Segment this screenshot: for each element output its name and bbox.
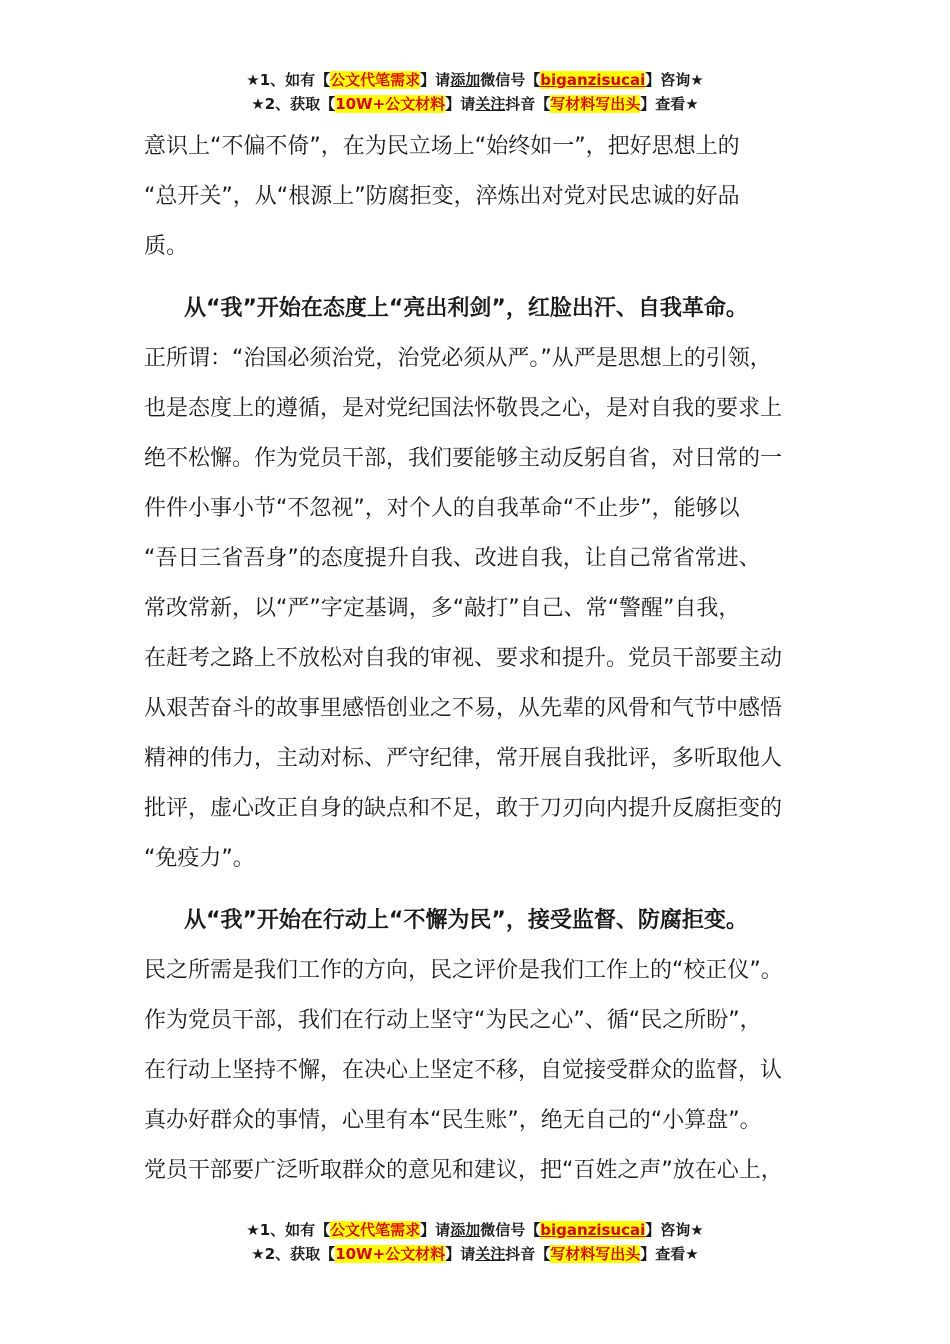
banner-text: ★2、获取【 (251, 1245, 336, 1263)
paragraph-line: 也是态度上的遵循，是对党纪国法怀敬畏之心，是对自我的要求上 (144, 396, 783, 421)
banner-text: 】咨询★ (645, 71, 704, 89)
document-body (144, 122, 834, 1196)
banner-underline-follow: 关注 (475, 95, 506, 113)
paragraph-line: 质。 (144, 234, 189, 259)
banner-text: ★1、如有【 (246, 1221, 331, 1239)
paragraph-line: 正所谓：“治国必须治党，治党必须从严。”从严是思想上的引领， (144, 346, 772, 371)
section-heading-action: 从“我”开始在行动上“不懈为民”，接受监督、防腐拒变。 (184, 908, 748, 933)
paragraph-line: 批评，虚心改正自身的缺点和不足，敢于刀刃向内提升反腐拒变的 (144, 796, 783, 821)
footer-banner (0, 1218, 950, 1266)
banner-text: ★2、获取【 (251, 95, 336, 113)
banner-text: 微信号【 (480, 71, 541, 89)
banner-text: 抖音【 (505, 1245, 551, 1263)
banner-line-1 (0, 1218, 950, 1242)
banner-wechat-id: biganzisucai (540, 1221, 646, 1239)
banner-text: 】咨询★ (645, 1221, 704, 1239)
paragraph-line: 常改常新，以“严”字定基调，多“敲打”自己、常“警醒”自我， (144, 596, 741, 621)
banner-wechat-id: biganzisucai (540, 71, 646, 89)
paragraph-line: 党员干部要广泛听取群众的意见和建议，把“百姓之声”放在心上， (144, 1158, 783, 1183)
header-banner (0, 68, 950, 116)
paragraph-line: 件件小事小节“不忽视”，对个人的自我革命“不止步”，能够以 (144, 496, 740, 521)
banner-text: 微信号【 (480, 1221, 541, 1239)
paragraph-line: 民之所需是我们工作的方向，民之评价是我们工作上的“校正仪”。 (144, 958, 783, 983)
banner-text: ★1、如有【 (246, 71, 331, 89)
banner-highlight-service: 公文代笔需求 (330, 1221, 421, 1239)
paragraph-line: “总开关”，从“根源上”防腐拒变，淬炼出对党对民忠诚的好品 (144, 184, 740, 209)
banner-line-2 (0, 92, 950, 116)
paragraph-line: 精神的伟力，主动对标、严守纪律，常开展自我批评，多听取他人 (144, 746, 783, 771)
paragraph-line: 在行动上坚持不懈，在决心上坚定不移，自觉接受群众的监督，认 (144, 1058, 783, 1083)
banner-text: 】查看★ (640, 95, 699, 113)
banner-text: 】查看★ (640, 1245, 699, 1263)
banner-douyin-account: 写材料写出头 (550, 1245, 641, 1263)
paragraph-line: 作为党员干部，我们在行动上坚守“为民之心”、循“民之所盼”， (144, 1008, 762, 1033)
banner-douyin-account: 写材料写出头 (550, 95, 641, 113)
paragraph-line: 真办好群众的事情，心里有本“民生账”，绝无自己的“小算盘”。 (144, 1108, 762, 1133)
banner-line-1 (0, 68, 950, 92)
banner-text: 】请 (420, 1221, 451, 1239)
banner-highlight-materials: 10W+公文材料 (335, 1245, 446, 1263)
banner-text: 】请 (445, 95, 476, 113)
banner-text: 】请 (420, 71, 451, 89)
banner-highlight-service: 公文代笔需求 (330, 71, 421, 89)
paragraph-line: “吾日三省吾身”的态度提升自我、改进自我，让自己常省常进、 (144, 546, 761, 571)
banner-text: 抖音【 (505, 95, 551, 113)
banner-highlight-materials: 10W+公文材料 (335, 95, 446, 113)
paragraph-line: “免疫力”。 (144, 846, 255, 871)
banner-line-2 (0, 1242, 950, 1266)
banner-text: 】请 (445, 1245, 476, 1263)
banner-underline-add: 添加 (450, 71, 481, 89)
paragraph-line: 从艰苦奋斗的故事里感悟创业之不易，从先辈的风骨和气节中感悟 (144, 696, 783, 721)
paragraph-line: 绝不松懈。作为党员干部，我们要能够主动反躬自省，对日常的一 (144, 446, 783, 471)
paragraph-line: 意识上“不偏不倚”，在为民立场上“始终如一”，把好思想上的 (144, 134, 740, 159)
paragraph-line: 在赶考之路上不放松对自我的审视、要求和提升。党员干部要主动 (144, 646, 783, 671)
section-heading-attitude: 从“我”开始在态度上“亮出利剑”，红脸出汗、自我革命。 (184, 296, 748, 321)
banner-underline-add: 添加 (450, 1221, 481, 1239)
banner-underline-follow: 关注 (475, 1245, 506, 1263)
